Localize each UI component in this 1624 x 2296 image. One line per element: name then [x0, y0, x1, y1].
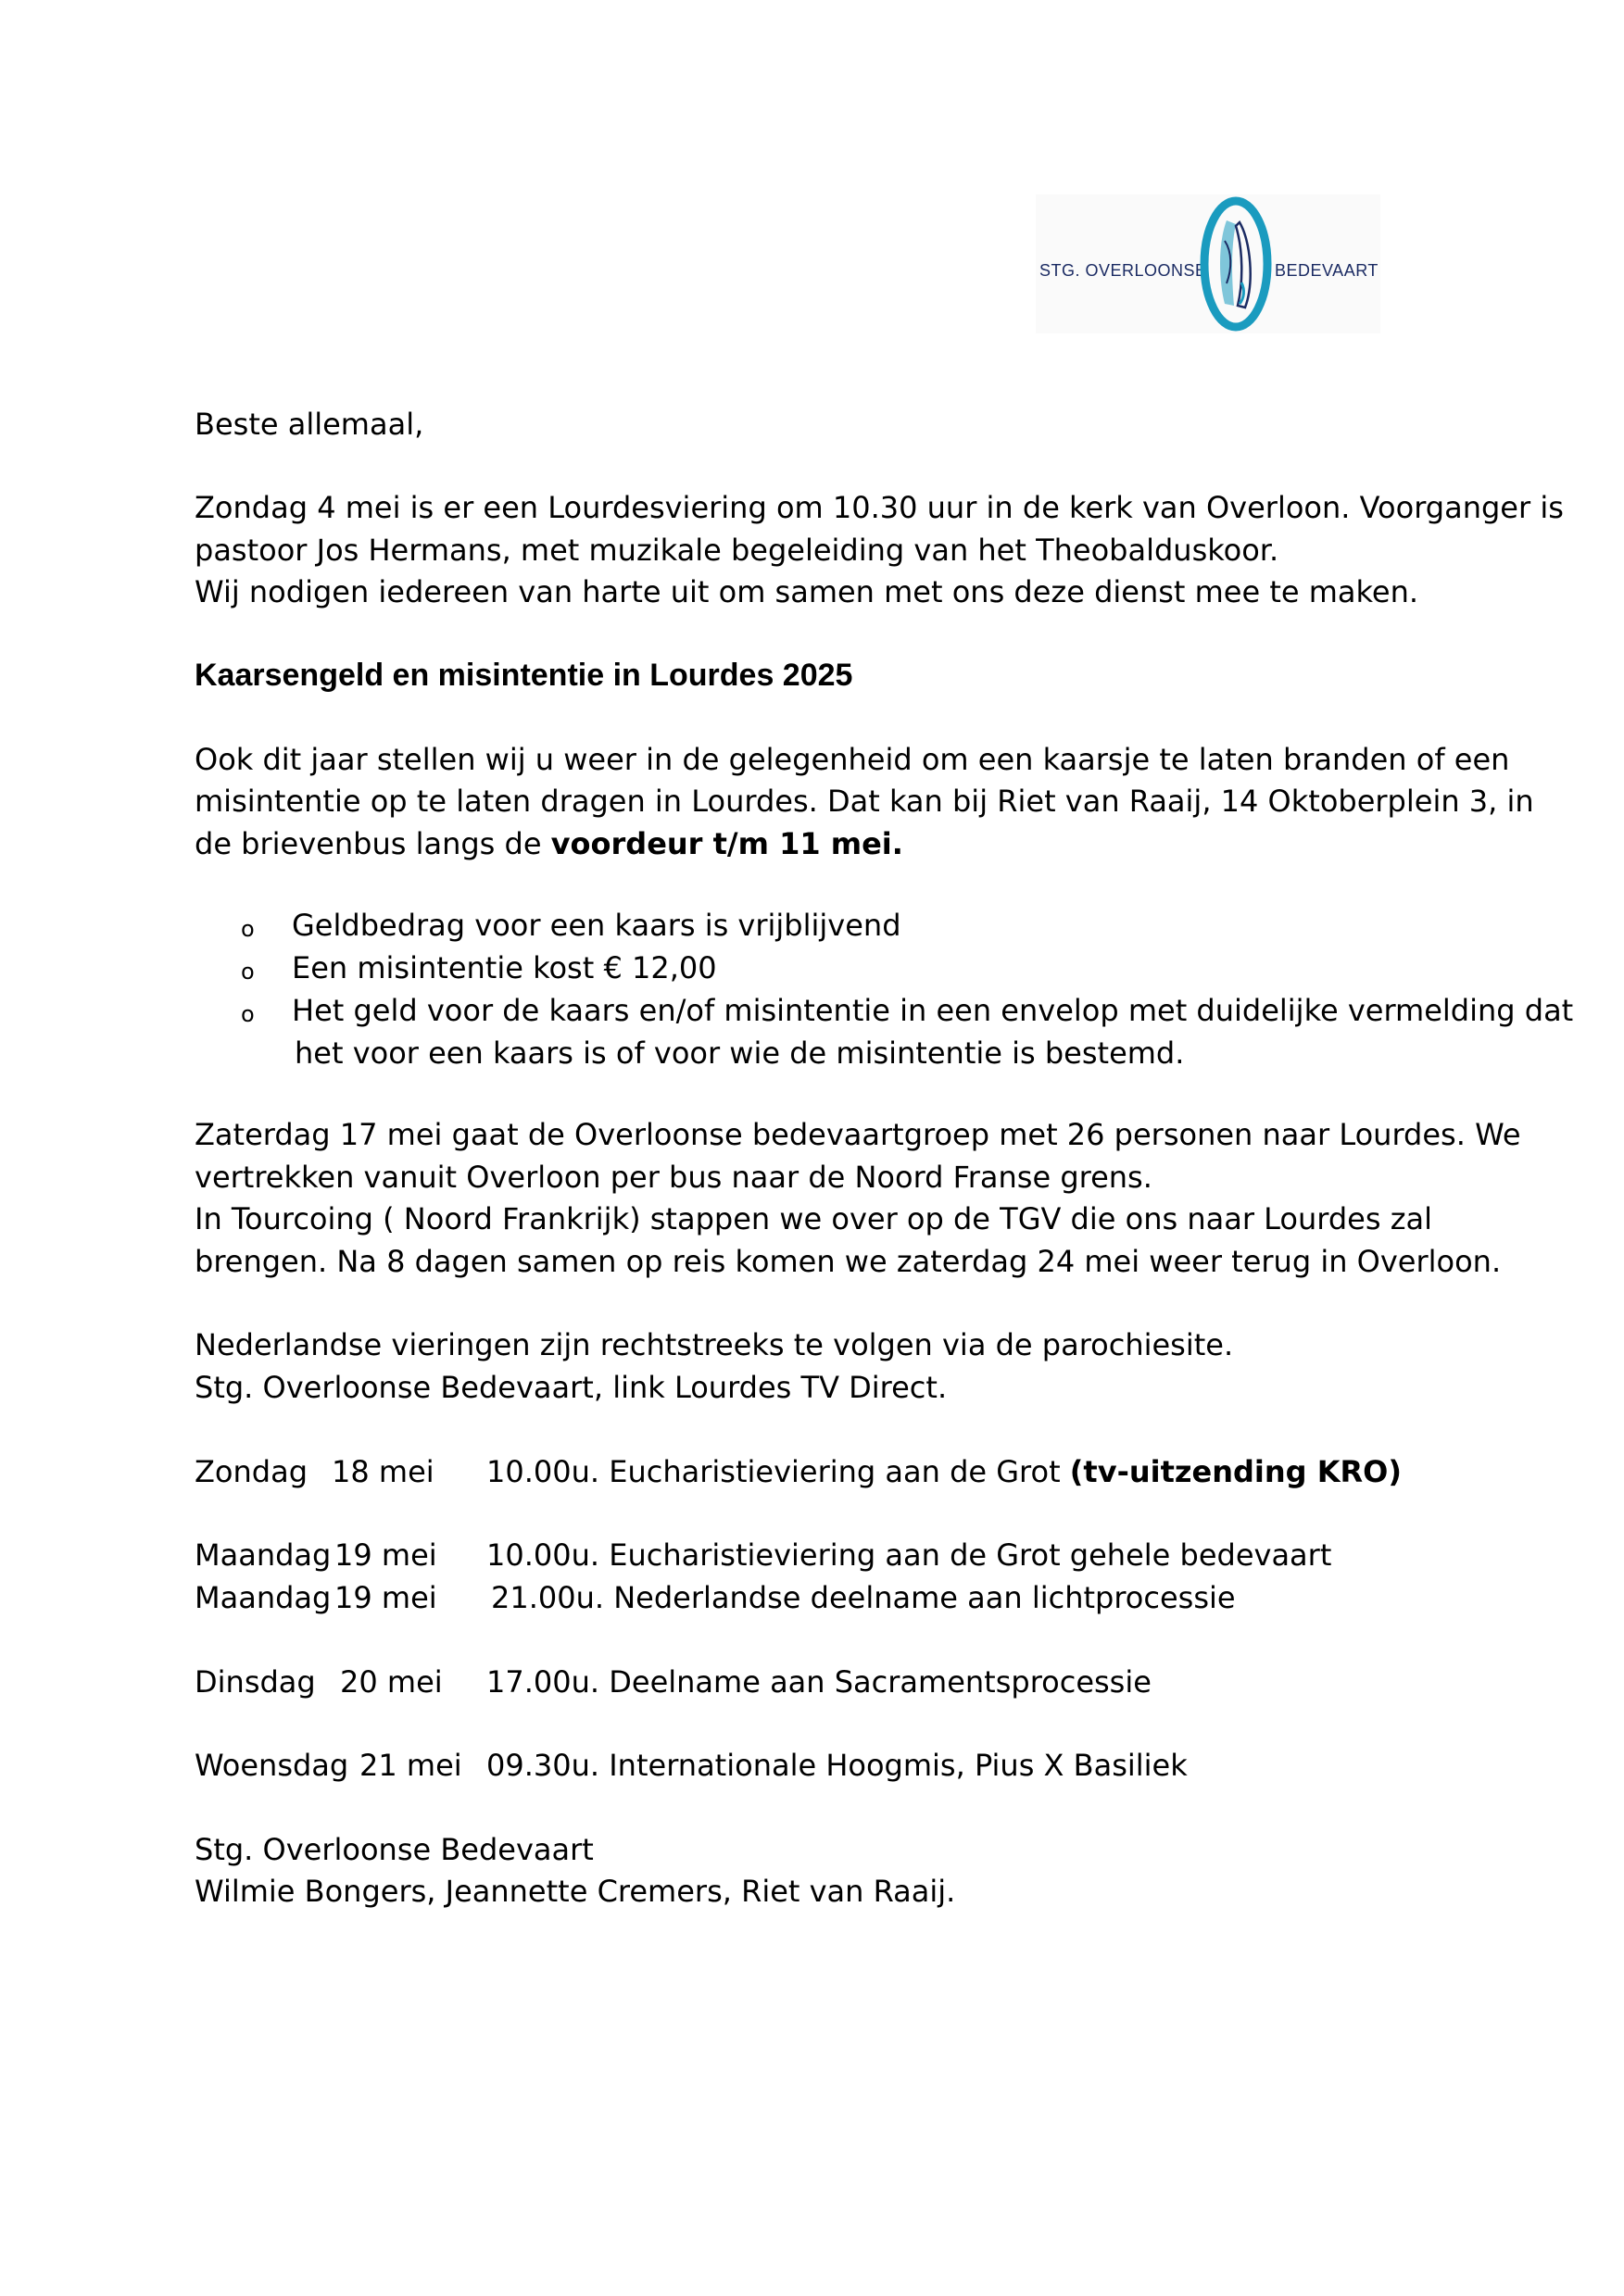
para3-line-1: Zaterdag 17 mei gaat de Overloonse bedevaartgroep met 26 personen naar Lourdes. We — [195, 1117, 1521, 1152]
list-item-text: Geldbedrag voor een kaars is vrijblijvend — [292, 908, 901, 943]
intro-line-3: Wij nodigen iedereen van harte uit om samen met ons deze dienst mee te maken. — [195, 574, 1419, 609]
schedule-day: Zondag — [195, 1454, 308, 1489]
logo-text-right: BEDEVAART — [1275, 261, 1379, 280]
schedule-event: 10.00u. Eucharistieviering aan de Grot gehele bedevaart — [486, 1537, 1332, 1573]
para4-line-1: Nederlandse vieringen zijn rechtstreeks te volgen via de parochiesite. — [195, 1327, 1234, 1362]
list-item-text: Het geld voor de kaars en/of misintentie in een envelop met duidelijke vermelding dat — [292, 993, 1574, 1028]
bullet-list — [241, 904, 1573, 1074]
deadline-text: voordeur t/m 11 mei. — [550, 826, 903, 861]
schedule-event-text: 10.00u. Eucharistieviering aan de Grot — [486, 1454, 1070, 1489]
closing-line-1: Stg. Overloonse Bedevaart — [195, 1832, 594, 1867]
schedule-date: 19 mei — [334, 1537, 437, 1573]
praying-hands-oval-icon — [1199, 194, 1273, 333]
organization-logo — [1036, 194, 1380, 333]
para3-line-2: vertrekken vanuit Overloon per bus naar de Noord Franse grens. — [195, 1160, 1152, 1195]
greeting: Beste allemaal, — [195, 407, 424, 442]
schedule-day: Maandag — [195, 1580, 332, 1615]
list-item-text: Een misintentie kost € 12,00 — [292, 950, 717, 985]
schedule-event: 17.00u. Deelname aan Sacramentsprocessie — [486, 1664, 1152, 1700]
schedule-event — [486, 1450, 1402, 1493]
schedule-event: 09.30u. Internationale Hoogmis, Pius X Basiliek — [486, 1748, 1188, 1783]
schedule-date: 20 mei — [340, 1664, 443, 1700]
schedule-date: 21 mei — [359, 1748, 462, 1783]
schedule-day: Maandag — [195, 1537, 332, 1573]
list-item-continuation — [241, 1032, 1573, 1074]
list-item — [241, 947, 1573, 989]
section-heading: Kaarsengeld en misintentie in Lourdes 2025 — [195, 658, 853, 693]
intro-line-2: pastoor Jos Hermans, met muzikale begeleiding van het Theobalduskoor. — [195, 533, 1279, 568]
list-item — [241, 989, 1573, 1032]
para2-line-1: Ook dit jaar stellen wij u weer in de gelegenheid om een kaarsje te laten branden of een — [195, 742, 1510, 777]
closing-signatories: Wilmie Bongers, Jeannette Cremers, Riet van Raaij. — [195, 1874, 956, 1909]
intro-line-1: Zondag 4 mei is er een Lourdesviering om 10.30 uur in de kerk van Overloon. Voorganger is — [195, 490, 1564, 525]
schedule-day: Woensdag — [195, 1748, 349, 1783]
para4-line-2: Stg. Overloonse Bedevaart, link Lourdes TV Direct. — [195, 1370, 948, 1405]
para2-line-2: misintentie op te laten dragen in Lourdes. Dat kan bij Riet van Raaij, 14 Oktoberplein 3, in — [195, 784, 1534, 819]
schedule-day: Dinsdag — [195, 1664, 316, 1700]
bullet-marker: o — [241, 916, 255, 942]
para2-line-3 — [195, 822, 903, 865]
para3-line-3: In Tourcoing ( Noord Frankrijk) stappen we over op de TGV die ons naar Lourdes zal — [195, 1201, 1432, 1236]
schedule-event: 21.00u. Nederlandse deelname aan lichtprocessie — [491, 1580, 1236, 1615]
schedule-date: 19 mei — [334, 1580, 437, 1615]
schedule-date: 18 mei — [332, 1454, 434, 1489]
logo-text-left: STG. OVERLOONSE — [1039, 261, 1207, 280]
para3-line-4: brengen. Na 8 dagen samen op reis komen we zaterdag 24 mei weer terug in Overloon. — [195, 1244, 1502, 1279]
para2-line-3-text: de brievenbus langs de — [195, 826, 551, 861]
list-item-text: het voor een kaars is of voor wie de misintentie is bestemd. — [295, 1035, 1185, 1071]
bullet-marker: o — [241, 1001, 255, 1027]
schedule-event-note: (tv-uitzending KRO) — [1069, 1454, 1402, 1489]
bullet-marker: o — [241, 959, 255, 985]
list-item — [241, 904, 1573, 947]
